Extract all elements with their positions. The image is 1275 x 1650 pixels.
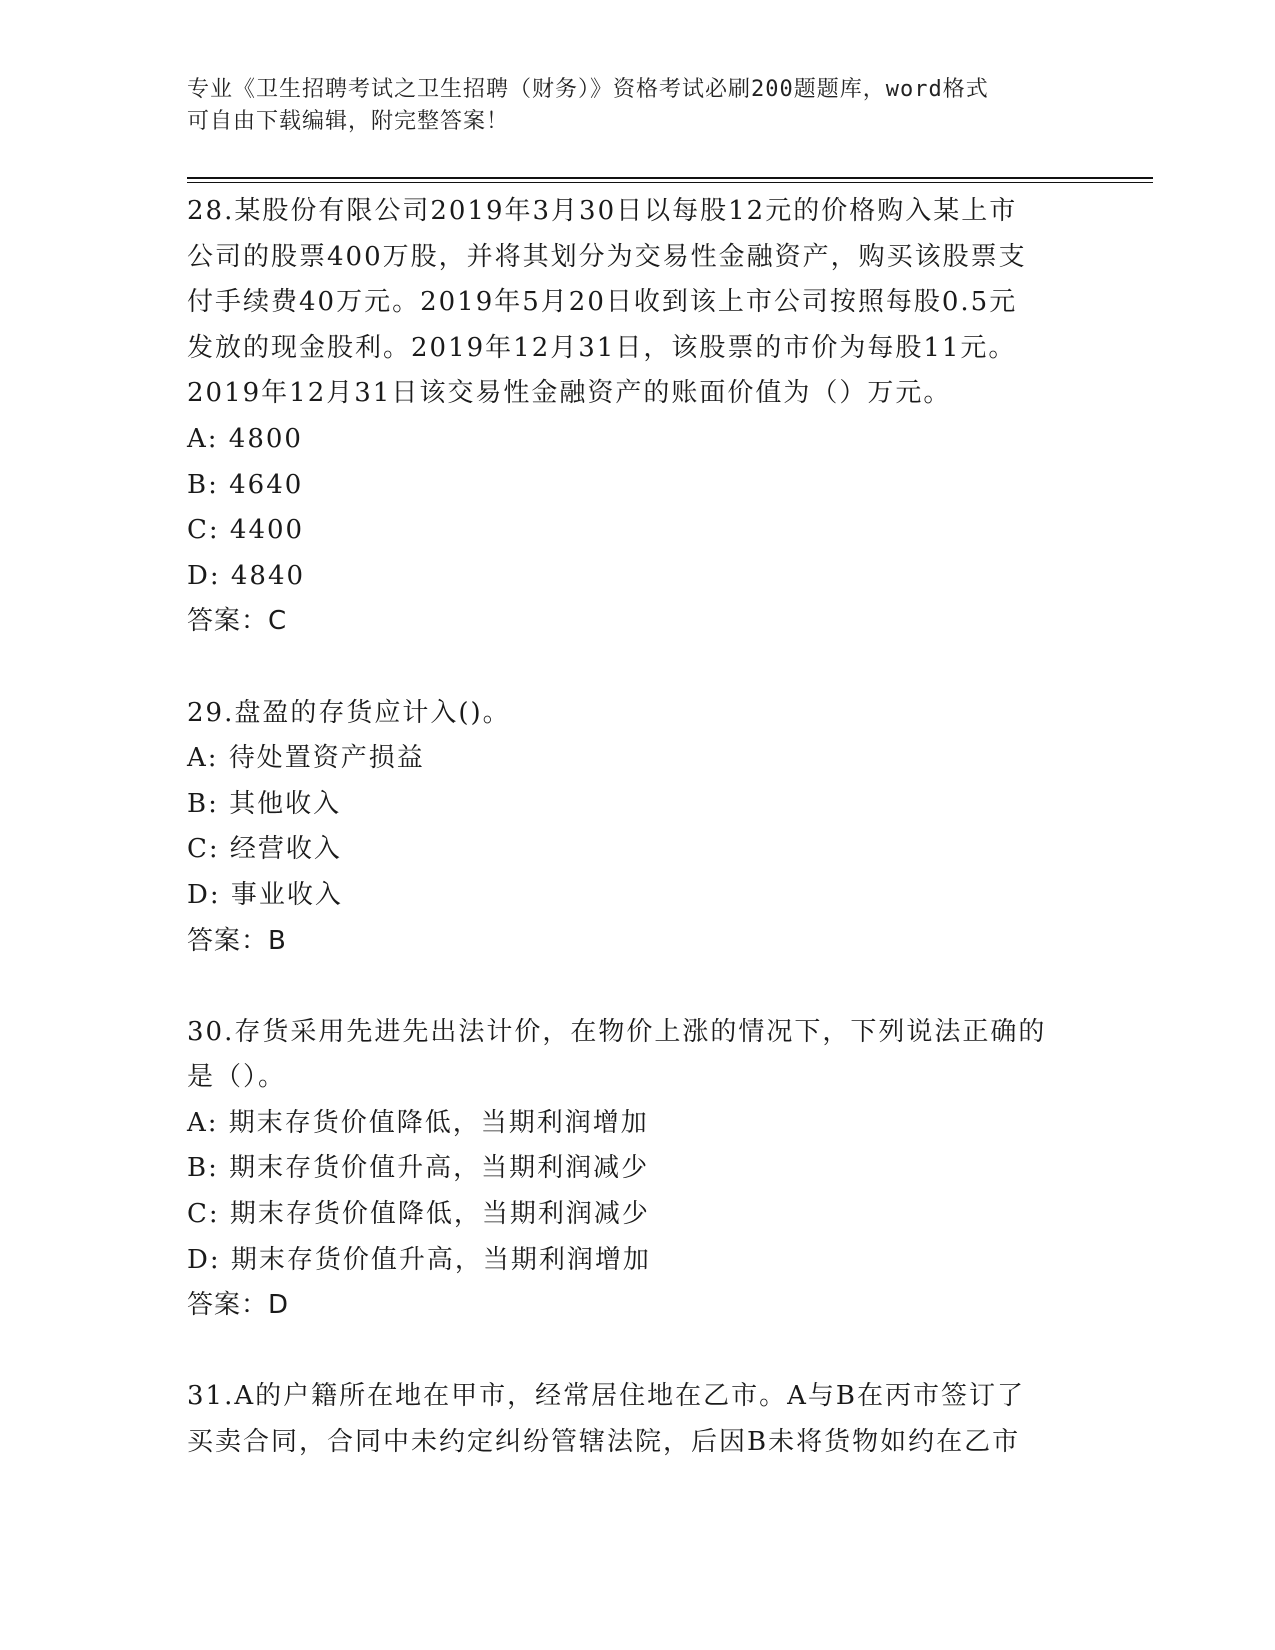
option-d: D: 事业收入 bbox=[187, 879, 343, 910]
option-b: B: 期末存货价值升高，当期利润减少 bbox=[187, 1153, 650, 1184]
question-list bbox=[187, 189, 1087, 1466]
question-stem-line: 30.存货采用先进先出法计价，在物价上涨的情况下，下列说法正确的 bbox=[187, 1016, 1047, 1047]
header-divider-thin bbox=[187, 182, 1153, 183]
spacer bbox=[187, 1329, 1087, 1375]
question-stem-line: 29.盘盈的存货应计入()。 bbox=[187, 697, 511, 728]
question-stem-line: 是（）。 bbox=[187, 1062, 287, 1093]
question-31 bbox=[187, 1374, 1087, 1465]
header-divider-thick bbox=[187, 177, 1153, 179]
option-b: B: 4640 bbox=[187, 469, 304, 500]
option-c: C: 4400 bbox=[187, 515, 305, 546]
answer-label: 答案：D bbox=[187, 1290, 290, 1321]
question-stem-line: 发放的现金股利。2019年12月31日，该股票的市价为每股11元。 bbox=[187, 332, 1017, 363]
option-d: D: 4840 bbox=[187, 560, 306, 591]
answer-label: 答案：C bbox=[187, 606, 288, 637]
question-stem-line: 付手续费40万元。2019年5月20日收到该上市公司按照每股0.5元 bbox=[187, 287, 1018, 318]
question-stem-line: 31.A的户籍所在地在甲市，经常居住地在乙市。A与B在丙市签订了 bbox=[187, 1381, 1026, 1412]
option-a: A: 待处置资产损益 bbox=[187, 743, 425, 774]
question-stem-line: 2019年12月31日该交易性金融资产的账面价值为（）万元。 bbox=[187, 378, 952, 409]
header-line-1: 专业《卫生招聘考试之卫生招聘（财务）》资格考试必刷200题题库，word格式 bbox=[187, 77, 989, 102]
answer-label: 答案：B bbox=[187, 925, 287, 956]
header-line-2: 可自由下载编辑，附完整答案！ bbox=[187, 109, 510, 134]
question-stem-line: 买卖合同，合同中未约定纠纷管辖法院，后因B未将货物如约在乙市 bbox=[187, 1427, 1021, 1458]
spacer bbox=[187, 964, 1087, 1010]
question-28 bbox=[187, 189, 1087, 645]
question-30 bbox=[187, 1010, 1087, 1329]
option-b: B: 其他收入 bbox=[187, 788, 342, 819]
option-a: A: 期末存货价值降低，当期利润增加 bbox=[187, 1107, 649, 1138]
question-stem-line: 28.某股份有限公司2019年3月30日以每股12元的价格购入某上市 bbox=[187, 196, 1018, 226]
spacer bbox=[187, 645, 1087, 691]
document-header bbox=[187, 74, 1077, 138]
option-c: C: 期末存货价值降低，当期利润减少 bbox=[187, 1199, 650, 1230]
option-a: A: 4800 bbox=[187, 423, 303, 454]
option-d: D: 期末存货价值升高，当期利润增加 bbox=[187, 1244, 651, 1275]
question-stem-line: 公司的股票400万股，并将其划分为交易性金融资产，购买该股票支 bbox=[187, 241, 1027, 272]
question-29 bbox=[187, 691, 1087, 965]
option-c: C: 经营收入 bbox=[187, 834, 342, 865]
